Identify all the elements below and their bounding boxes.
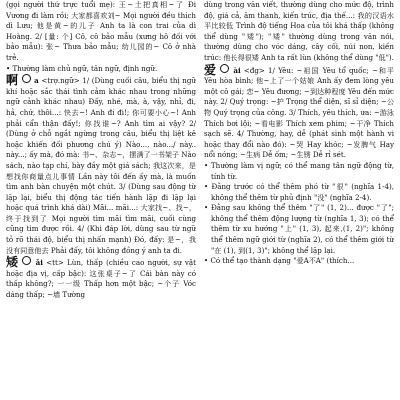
pinyin-circle-icon	[22, 74, 31, 83]
usage-bullet-text: Có thể tạo thành dạng "爱A不A" (thích...	[210, 256, 355, 266]
left-column	[6, 0, 196, 400]
definition: <trợ.ngữ> 1/ (Dùng cuối câu, biểu thị ngữ khí hoặc sắc thái tình cảm khác nhau trong những ngữ cảnh khác nhau) Đấy, nhé, mà, à, vậy, nhỉ, đi, hả, chứ, thôi...: 快去~! Anh đi đi!; 你可要小心~! Anh phải cẩn thận đấy!; 你找谁~? Anh tìm ai vậy? 2/ (Dùng ở chỗ ngắt ngừng trong câu, biểu thị liệt kê hoặc khiến đối phương chú ý) Nào..., nào.../ này.. này...; ấy mà, đó mà: 书~、杂志~，摆满了一书架子 Nào sách, nào tạp chí, bày đầy một giá sách; 我这次来，是想找你商量点儿事情 Lần này tôi đến ấy mà, là muốn tìm anh bàn chuyện một chút. 3/ (Dùng sau động từ lặp lại, biểu thị động tác tiến hành lặp đi lặp lại hoặc quá trình khá dài) Mãi... mãi...: 大家找~、找~，终于找到了 Mọi người tìm mãi tìm mãi, cuối cùng cũng tìm được rồi. 4/ (Khi đáp lời, dùng sau từ ngữ tỏ rõ thái độ, biểu thị nhấn mạnh) Đó, đấy: 是~，我没有同意他去 Phải đấy, tôi không đồng ý anh ta đi.	[6, 76, 196, 255]
usage-bullet-text: Đằng sau không thể thêm "了" (1, 2)... được "了"; không thể thêm động lượng từ (nghĩa 1, 3); có thể thêm từ xu hướng "上" (1, 3), 起来,(1, 2)"; không thể thêm ngữ giới từ (nghĩa 2), có thể thêm giới từ "在 (1), 到(1, 3)"; không thể lặp lại.	[211, 203, 394, 255]
usage-bullet: • Đằng trước có thể thêm phó từ "很" (nghĩa 1-4), không thể thêm từ phủ định "没" (nghĩa 2-4).	[204, 182, 394, 202]
usage-bullet: • Đằng sau không thể thêm "了" (1, 2)... được "了"; không thể thêm động lượng từ (nghĩa 1, 3); có thể thêm từ xu hướng "上" (1, 3), 起来,(1, 2)"; không thể thêm ngữ giới từ (nghĩa 2), có thể thêm giới từ "在 (1), 到(1, 3)"; không thể lặp lại.	[204, 203, 394, 255]
headword: 爱	[204, 62, 217, 77]
usage-bullet-text: Đằng trước có thể thêm phó từ "很" (nghĩa 1-4), không thể thêm từ phủ định "没" (nghĩa 2-4).	[211, 182, 394, 202]
pinyin: ǎi	[35, 258, 43, 268]
entry-continuation: (gọi người thứ trực tuổi mẹ): 王~土把真相~了 Đi Vương đi làm rồi; 大家都喜欢刘~ Mọi người đều thích dì Lưu; 他是黄~的儿子 Anh ta là con trai của dì Hoàng. 2/ [量: 个] Cô, cô bảo mẫu (xưng hô đối với bảo mẫu): 张~ Thưa bảo mẫu; 幼儿园的~ Cô ở nhà trẻ.	[6, 0, 196, 62]
definition: <đg> 1/ Yêu: ~祖国 Yêu tổ quốc; ~和平 Yêu hòa bình; 他~上了一个姑娘 Anh ấy đem lòng yêu một cô gái; 恋~ Yêu đương; ~到达种程度 Yêu đến mức này. 2/ Quý trọng: ~护 Trọng thể diện, sĩ sỉ diện; ~公物 Quý trọng của công. 3/ Thích, yêu thích, ưa: ~游泳 Thích bơi lội; ~看电影 Thích xem phim; ~干净 Thích sạch sẽ. 4/ Thường, hay, dễ (phát sinh một hành vi hoặc thay đổi nào đó): ~哭 Hay khóc; ~发脾气 Hay nổi nóng; ~生病 Dễ ốm; ~生锈 Dễ rỉ sét.	[204, 65, 394, 160]
entry-a	[6, 74, 196, 256]
pinyin: a	[34, 76, 39, 86]
right-column	[204, 0, 394, 400]
entry-ai	[6, 256, 196, 300]
usage-bullet: • Thường làm vị ngữ; có thể mang tân ngữ động từ, tính từ.	[204, 160, 394, 181]
definition: <tt> Lùn, thấp (chiều cao người, sự vật hoặc địa vị, cấp bậc): 这张桌子~了 Cái bàn này có thấp không?; 一一级 Thấp hơn một bậc; ~个子 Vóc dáng thấp; ~墙 Tường	[6, 258, 196, 300]
pinyin: ài	[233, 65, 241, 75]
usage-note: dùng trong văn viết, thường dùng cho mức độ, trình độ, giá cả, âm thanh, kiến trúc, địa thế...: 我的汉语水平比较低 Trình độ tiếng Hoa của tôi khá thấp (không thể dùng "矮"); "矮" thường dùng trong văn nói, thường dùng cho vóc dáng, cây cối, núi non, kiến trúc: 他长得很矮 Anh ta rất lùn (không thể dùng "低").	[204, 0, 394, 62]
pinyin-circle-icon	[220, 64, 229, 73]
headword: 矮	[6, 255, 19, 270]
usage-bullet: • Có thể tạo thành dạng "爱A不A" (thích...	[204, 256, 355, 266]
usage-bullet: • Thường làm chủ ngữ, tân ngữ, định ngữ.	[6, 63, 158, 73]
usage-bullet-text: Thường làm vị ngữ; có thể mang tân ngữ động từ, tính từ.	[210, 160, 394, 181]
usage-bullet-text: Thường làm chủ ngữ, tân ngữ, định ngữ.	[12, 63, 158, 73]
pinyin-circle-icon	[22, 256, 31, 265]
entry-ai-love	[204, 64, 394, 161]
headword: 啊	[6, 73, 19, 88]
